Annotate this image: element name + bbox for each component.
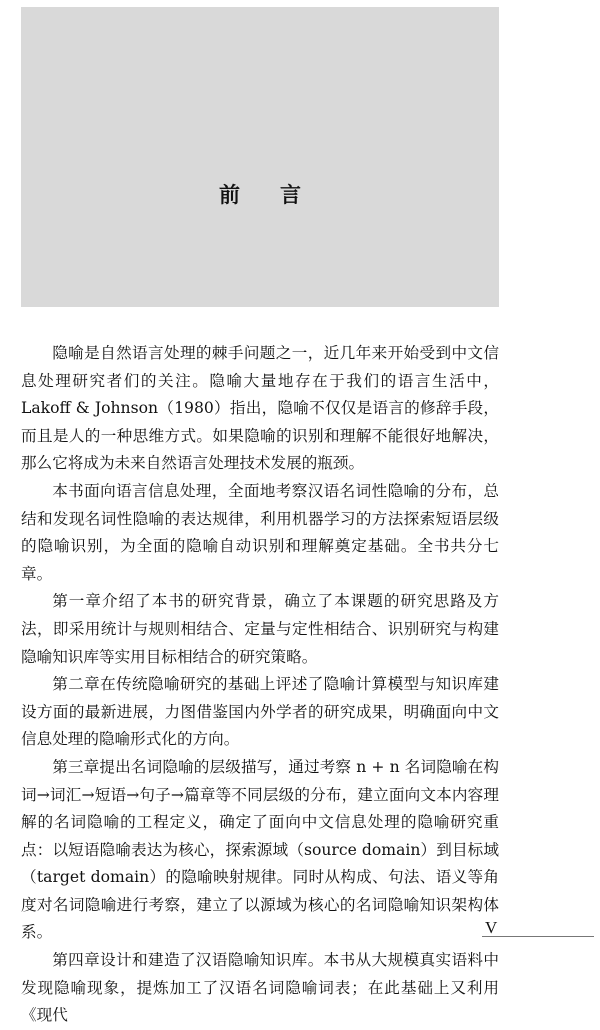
paragraph: 第一章介绍了本书的研究背景，确立了本课题的研究思路及方法，即采用统计与规则相结合、定量与定性相结合、识别研究与构建隐喻知识库等实用目标相结合的研究策略。: [21, 592, 499, 666]
paragraph: 本书面向语言信息处理，全面地考察汉语名词性隐喻的分布，总结和发现名词性隐喻的表达规律，利用机器学习的方法探索短语层级的隐喻识别，为全面的隐喻自动识别和理解奠定基础。全书共分七章。: [21, 481, 499, 583]
paragraph: 第二章在传统隐喻研究的基础上评述了隐喻计算模型与知识库建设方面的最新进展，力图借鉴国内外学者的研究成果，明确面向中文信息处理的隐喻形式化的方向。: [21, 675, 499, 749]
chapter-header-block: [21, 7, 499, 307]
paragraph: 隐喻是自然语言处理的棘手问题之一，近几年来开始受到中文信息处理研究者们的关注。隐喻大量地存在于我们的语言生活中，Lakoff & Johnson（1980）指出，隐喻不仅仅是语言的修辞手段，而且是人的一种思维方式。如果隐喻的识别和理解不能很好地解决，那么它将成为未来自然语言处理技术发展的瓶颈。: [21, 344, 499, 473]
page-title: 前言: [219, 183, 341, 207]
footer-rule: [482, 936, 594, 937]
page-number: V: [485, 918, 498, 937]
paragraph: 第三章提出名词隐喻的层级描写，通过考察 n + n 名词隐喻在构词→词汇→短语→句子→篇章等不同层级的分布，建立面向文本内容理解的名词隐喻的工程定义，确定了面向中文信息处理的隐喻研究重点：以短语隐喻表达为核心，探索源域（source domain）到目标域（target domain）的隐喻映射规律。同时从构成、句法、语义等角度对名词隐喻进行考察，建立了以源域为核心的名词隐喻知识架构体系。: [21, 757, 499, 942]
paragraph: 第四章设计和建造了汉语隐喻知识库。本书从大规模真实语料中发现隐喻现象，提炼加工了汉语名词隐喻词表；在此基础上又利用《现代: [21, 951, 499, 1025]
body-text: [21, 340, 499, 1030]
